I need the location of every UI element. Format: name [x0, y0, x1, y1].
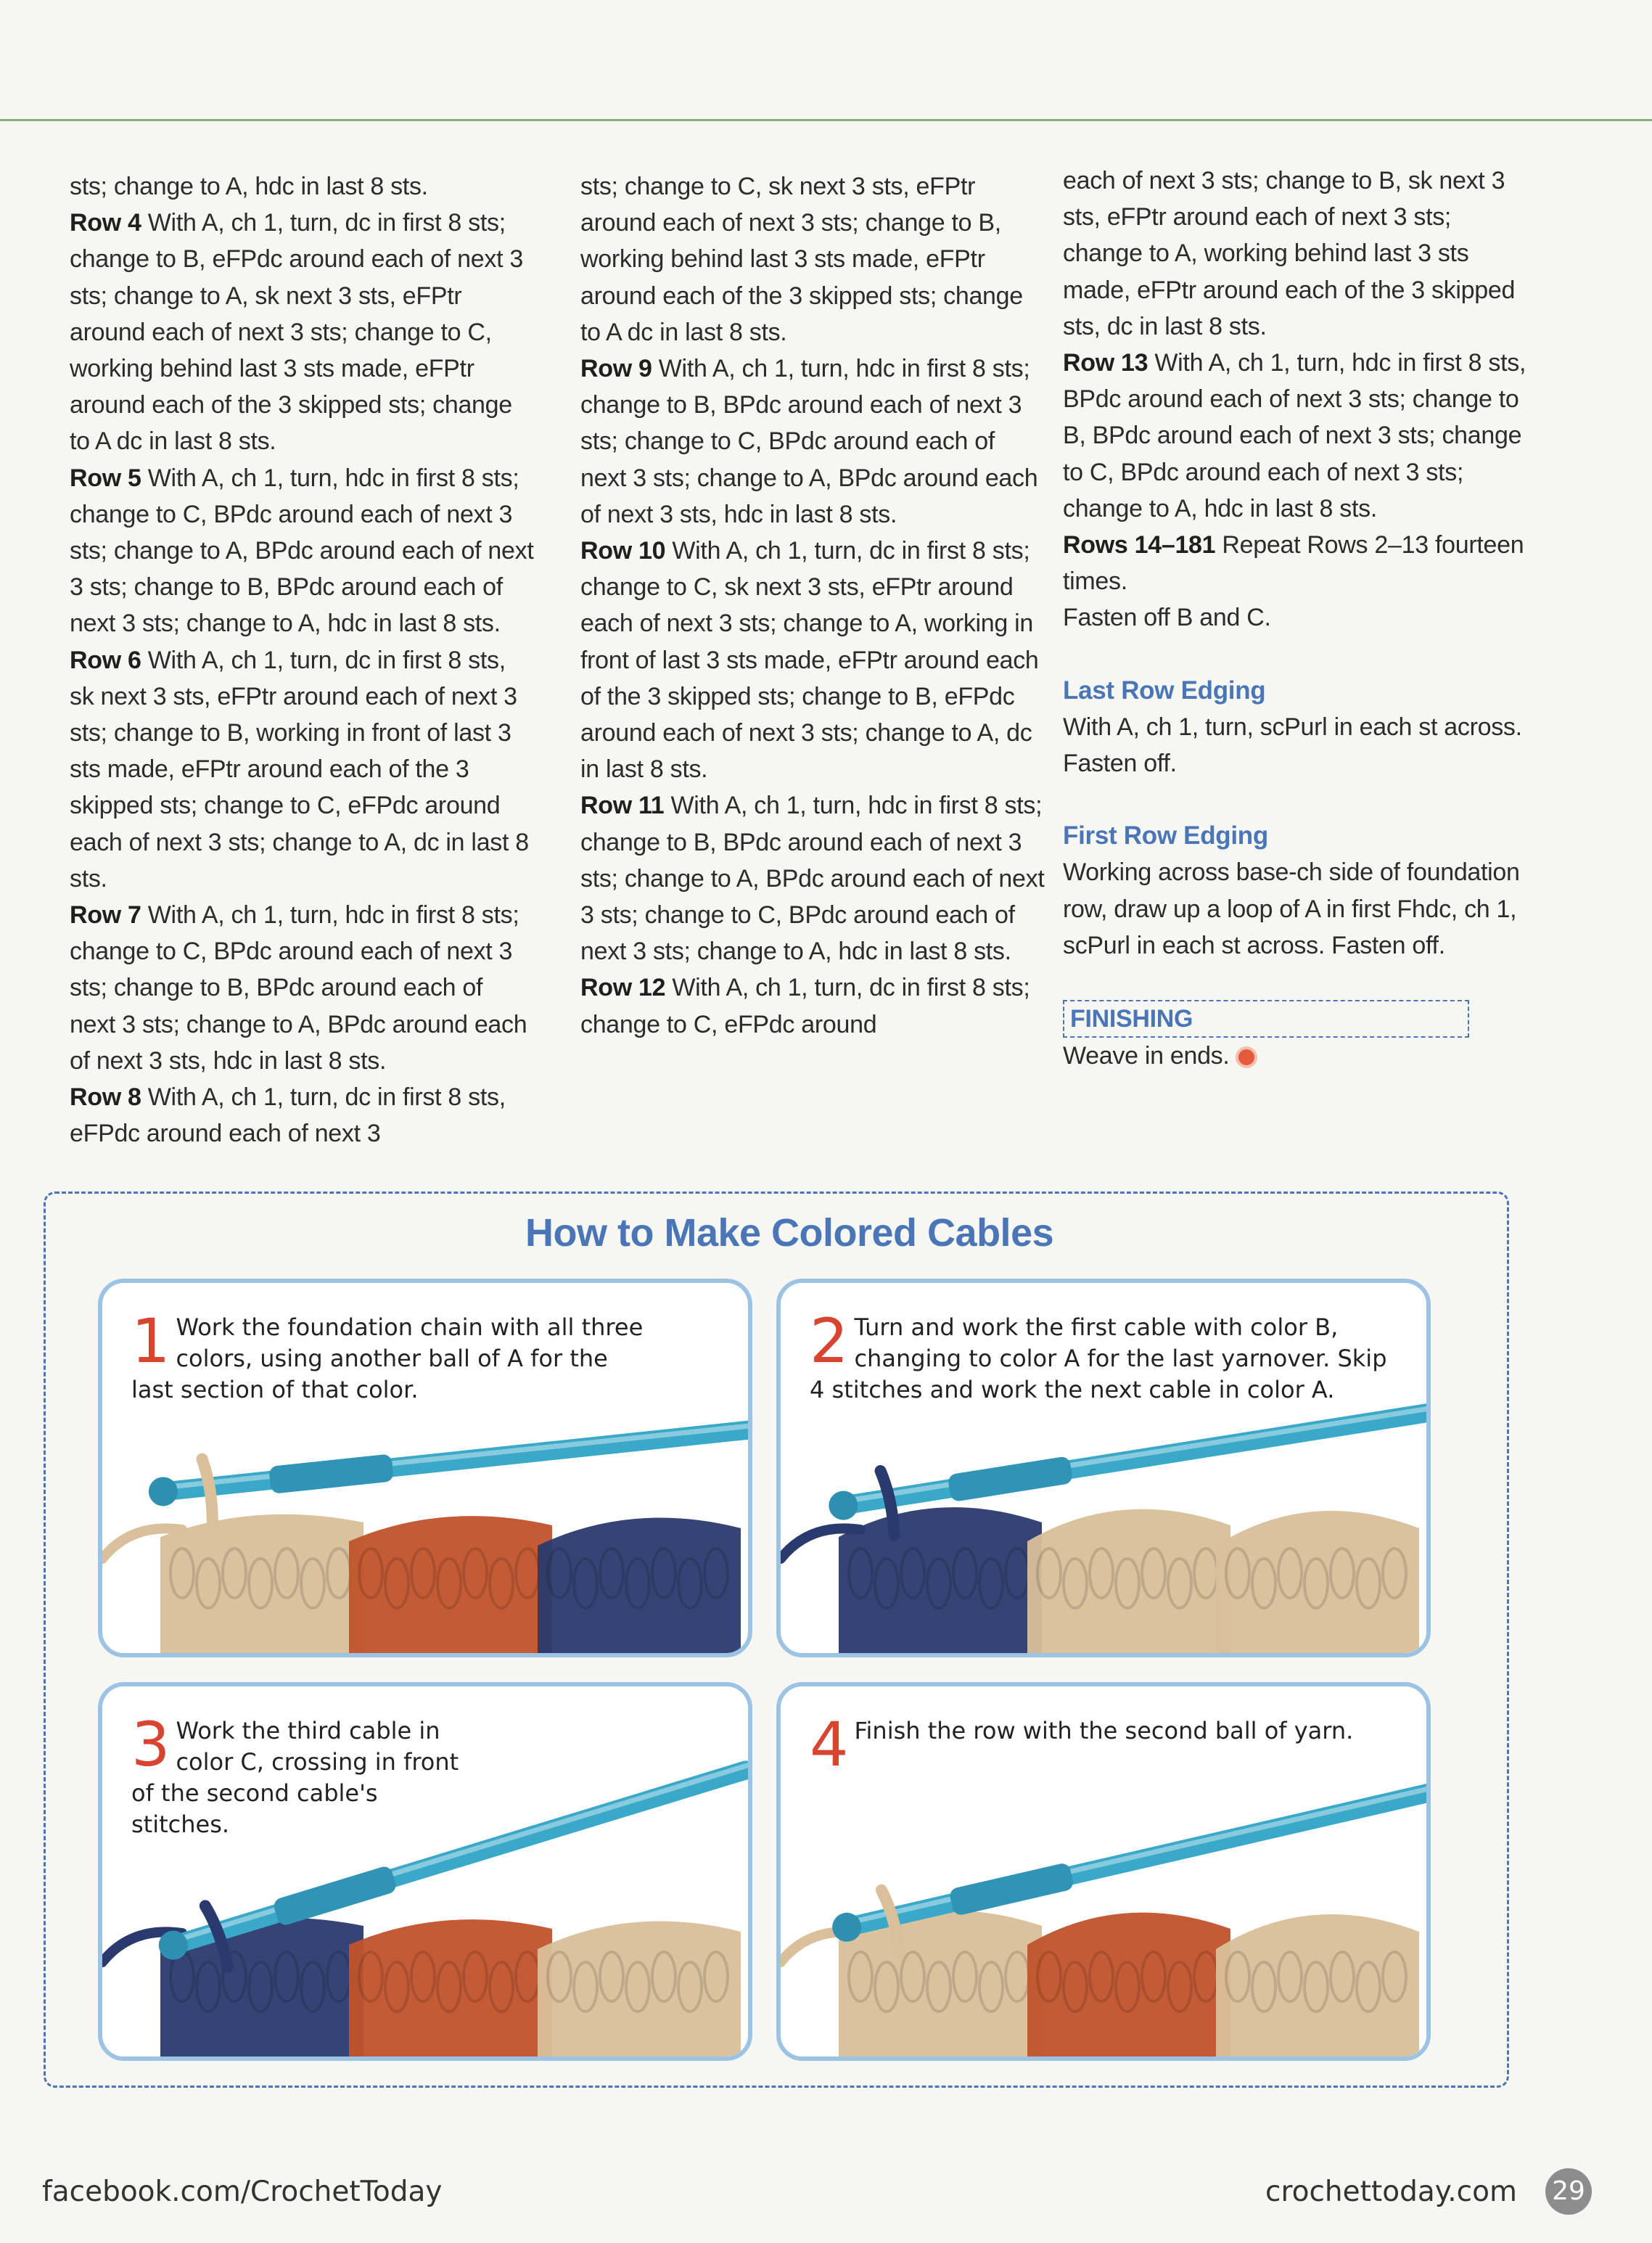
- howto-title: How to Make Colored Cables: [525, 1211, 1054, 1255]
- row-text: each of next 3 sts; change to B, sk next 3 sts, eFPtr around each of next 3 sts; change to A, working behind last 3 sts made, eFPtr around each of the 3 skipped sts, dc in last 8 sts.: [1063, 167, 1516, 340]
- yarn-fabric: [781, 1911, 1419, 2057]
- step-caption: [810, 1709, 1405, 1780]
- header-rule: [0, 119, 1652, 121]
- pattern-row: [70, 168, 534, 205]
- step-number: 2: [810, 1305, 849, 1377]
- step-text: Turn and work the first cable with color B, changing to color A for the last yarnover. Skip 4 stitches and work the next cable in color A.: [810, 1313, 1387, 1403]
- pattern-row: [70, 205, 534, 459]
- finishing-text: Weave in ends.: [1063, 1042, 1230, 1070]
- row-text: With A, ch 1, turn, hdc in first 8 sts; change to B, BPdc around each of next 3 sts; change to A, BPdc around each of next 3 sts; change to C, BPdc around each of next 3 sts; change to A, hdc in last 8 sts.: [580, 792, 1045, 966]
- row-text: With A, ch 1, turn, hdc in first 8 sts; change to B, BPdc around each of next 3 sts; change to C, BPdc around each of next 3 sts; change to A, BPdc around each of next 3 sts, hdc in last 8 sts.: [580, 355, 1038, 528]
- top-ghost-header: [1161, 29, 1611, 94]
- row-label: Row 13: [1063, 349, 1148, 377]
- step-number: 1: [131, 1305, 170, 1377]
- pattern-column-2: [580, 168, 1045, 1043]
- pattern-row: [70, 460, 534, 642]
- step-number: 3: [131, 1709, 170, 1780]
- first-row-edging-title: First Row Edging: [1063, 821, 1268, 850]
- step-text: Work the foundation chain with all three colors, using another ball of A for the last section of that color.: [131, 1313, 644, 1403]
- row-label: Row 5: [70, 464, 141, 492]
- pattern-row: [580, 168, 1045, 350]
- step-panel-2: [776, 1279, 1431, 1657]
- pattern-row: [580, 969, 1045, 1042]
- step-caption: [810, 1305, 1405, 1406]
- row-text: With A, ch 1, turn, hdc in first 8 sts, BPdc around each of next 3 sts; change to B, BPdc around each of next 3 sts; change to C, BPdc around each of next 3 sts; change to A, hdc in last 8 sts.: [1063, 349, 1526, 522]
- pattern-column-1: [70, 168, 534, 1152]
- row-text: sts; change to A, hdc in last 8 sts.: [70, 173, 428, 200]
- row-label: Row 4: [70, 209, 141, 237]
- row-label: Row 10: [580, 537, 666, 565]
- footer-website: crochettoday.com: [1265, 2176, 1517, 2208]
- row-text: Fasten off B and C.: [1063, 604, 1271, 632]
- pattern-row: [70, 897, 534, 1079]
- pattern-row: [1063, 163, 1527, 345]
- step-text: Finish the row with the second ball of yarn.: [854, 1717, 1354, 1744]
- end-mark-icon: [1236, 1046, 1257, 1068]
- yarn-fabric: [102, 1514, 741, 1653]
- pattern-row: [1063, 599, 1527, 636]
- last-row-edging-title: Last Row Edging: [1063, 676, 1266, 705]
- finishing-title: FINISHING: [1063, 1000, 1469, 1038]
- pattern-row: [70, 1079, 534, 1152]
- row-text: With A, ch 1, turn, dc in first 8 sts; change to B, eFPdc around each of next 3 sts; change to A, sk next 3 sts, eFPtr around each of next 3 sts; change to C, working behind last 3 sts made, eFPtr around each of the 3 skipped sts; change to A dc in last 8 sts.: [70, 209, 523, 456]
- row-label: Row 7: [70, 901, 141, 930]
- row-text: Repeat Rows 2–13 fourteen times.: [1063, 531, 1524, 596]
- row-text: With A, ch 1, turn, hdc in first 8 sts; change to C, BPdc around each of next 3 sts; change to B, BPdc around each of next 3 sts; change to A, BPdc around each of next 3 sts, hdc in last 8 sts.: [70, 901, 527, 1075]
- row-text: With A, ch 1, turn, dc in first 8 sts, eFPdc around each of next 3: [70, 1083, 506, 1148]
- row-text: With A, ch 1, turn, dc in first 8 sts; change to C, eFPdc around: [580, 974, 1030, 1038]
- pattern-column-3: [1063, 163, 1527, 1074]
- row-text: With A, ch 1, turn, dc in first 8 sts; change to C, sk next 3 sts, eFPtr around each of next 3 sts; change to A, working in front of last 3 sts made, eFPtr around each of the 3 skipped sts; change to B, eFPdc around each of next 3 sts; change to A, dc in last 8 sts.: [580, 537, 1039, 784]
- last-row-edging-text: With A, ch 1, turn, scPurl in each st across. Fasten off.: [1063, 713, 1522, 778]
- pattern-row: [580, 787, 1045, 969]
- row-text: With A, ch 1, turn, hdc in first 8 sts; change to C, BPdc around each of next 3 sts; change to A, BPdc around each of next 3 sts; change to B, BPdc around each of next 3 sts; change to A, hdc in last 8 sts.: [70, 464, 534, 638]
- row-label: Row 12: [580, 974, 666, 1002]
- yarn-fabric: [781, 1507, 1419, 1653]
- row-text: With A, ch 1, turn, dc in first 8 sts, sk next 3 sts, eFPtr around each of next 3 sts; change to B, working in front of last 3 sts made, eFPtr around each of the 3 skipped sts; change to C, eFPdc around each of next 3 sts; change to A, dc in last 8 sts.: [70, 646, 529, 893]
- pattern-row: [580, 533, 1045, 787]
- row-text: sts; change to C, sk next 3 sts, eFPtr around each of next 3 sts; change to B, working behind last 3 sts made, eFPtr around each of the 3 skipped sts; change to A dc in last 8 sts.: [580, 173, 1023, 346]
- step-text: Work the third cable in color C, crossing in front of the second cable's stitches.: [131, 1717, 459, 1838]
- pattern-row: [70, 642, 534, 897]
- row-label: Row 6: [70, 646, 141, 674]
- pattern-row: [1063, 527, 1527, 599]
- step-panel-4: [776, 1682, 1431, 2061]
- finishing-line: [1063, 1038, 1527, 1074]
- row-label: Row 9: [580, 355, 652, 383]
- step-number: 4: [810, 1709, 849, 1780]
- pattern-row: [1063, 345, 1527, 527]
- pattern-row: [580, 350, 1045, 533]
- step-panel-1: [98, 1279, 752, 1657]
- row-label: Row 11: [580, 792, 665, 820]
- pattern-rows: [1063, 163, 1527, 636]
- row-label: Rows 14–181: [1063, 531, 1216, 559]
- page-number: 29: [1545, 2168, 1592, 2215]
- first-row-edging-text: Working across base-ch side of foundation row, draw up a loop of A in first Fhdc, ch 1, scPurl in each st across. Fasten off.: [1063, 858, 1520, 959]
- step-panel-3: [98, 1682, 752, 2061]
- step-caption: [131, 1305, 654, 1406]
- row-label: Row 8: [70, 1083, 141, 1112]
- footer-facebook: facebook.com/CrochetToday: [42, 2176, 443, 2208]
- step-caption: [131, 1709, 472, 1840]
